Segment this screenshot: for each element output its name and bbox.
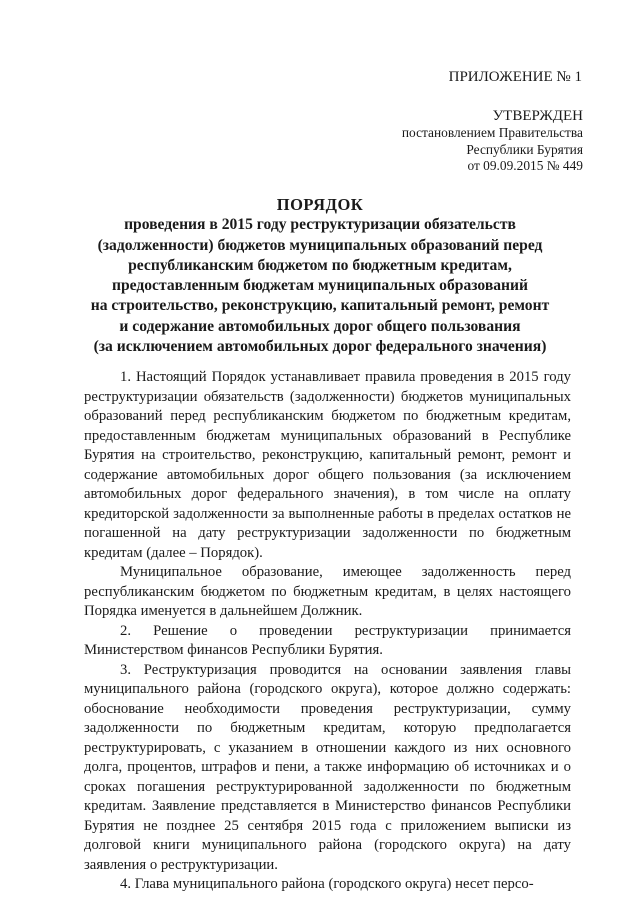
approval-line-3: от 09.09.2015 № 449 bbox=[467, 158, 583, 174]
paragraph-3: 2. Решение о проведении реструктуризации принимается Министерством финансов Республики Бурятия. bbox=[84, 622, 571, 658]
paragraph-1: 1. Настоящий Порядок устанавливает правила проведения в 2015 году реструктуризации обязательств (задолженности) бюджетов муниципальных образований перед республиканским бюджетом по бюджетным кредитам, предоставленным бюджетам муниципальных образований в Республике Бурятия на строительство, реконструкцию, капитальный ремонт, ремонт и содержание автомобильных дорог общего пользования (за исключением автомобильных дорог федерального значения), в том числе на оплату кредиторской задолженности за выполненные работы в пределах остатков не погашенной на дату реструктуризации задолженности по бюджетным кредитам (далее – Порядок). bbox=[84, 369, 571, 561]
approval-heading: УТВЕРЖДЕН bbox=[492, 108, 583, 124]
title-line-6: и содержание автомобильных дорог общего пользования bbox=[119, 317, 521, 335]
paragraph-2: Муниципальное образование, имеющее задолженность перед республиканским бюджетом по бюджетным кредитам, в целях настоящего Порядка именуется в дальнейшем Должник. bbox=[84, 564, 571, 619]
title-line-5: на строительство, реконструкцию, капитальный ремонт, ремонт bbox=[90, 297, 550, 315]
title-line-3: республиканским бюджетом по бюджетным кредитам, bbox=[128, 256, 512, 274]
title-line-1: проведения в 2015 году реструктуризации обязательств bbox=[124, 216, 516, 234]
document-body bbox=[84, 368, 571, 895]
title-line-2: (задолженности) бюджетов муниципальных образований перед bbox=[97, 236, 543, 254]
approval-line-2: Республики Бурятия bbox=[466, 141, 583, 157]
title-line-4: предоставленным бюджетам муниципальных образований bbox=[111, 277, 529, 295]
title-main: ПОРЯДОК bbox=[276, 195, 364, 214]
approval-line-1: постановлением Правительства bbox=[401, 125, 583, 140]
title-line-7: (за исключением автомобильных дорог федерального значения) bbox=[93, 338, 547, 356]
document-title bbox=[60, 195, 580, 357]
paragraph-5: 4. Глава муниципального района (городского округа) несет персо- bbox=[120, 876, 534, 892]
approval-block bbox=[402, 107, 583, 175]
paragraph-4: 3. Реструктуризация проводится на основании заявления главы муниципального района (городского округа), которое должно содержать: обоснование необходимости проведения реструктуризации, сумму задолженности по бюджетным кредитам, которую предполагается реструктурировать, с указанием в отношении каждого из них основного долга, процентов, штрафов и пени, а также информацию об источниках и о сроках погашения реструктурированной задолженности по бюджетным кредитам. Заявление представляется в Министерство финансов Республики Бурятия не позднее 25 сентября 2015 года с приложением выписки из долговой книги муниципального района (городского округа) на дату заявления о реструктуризации. bbox=[84, 661, 571, 873]
annex-label: ПРИЛОЖЕНИЕ № 1 bbox=[448, 69, 582, 85]
